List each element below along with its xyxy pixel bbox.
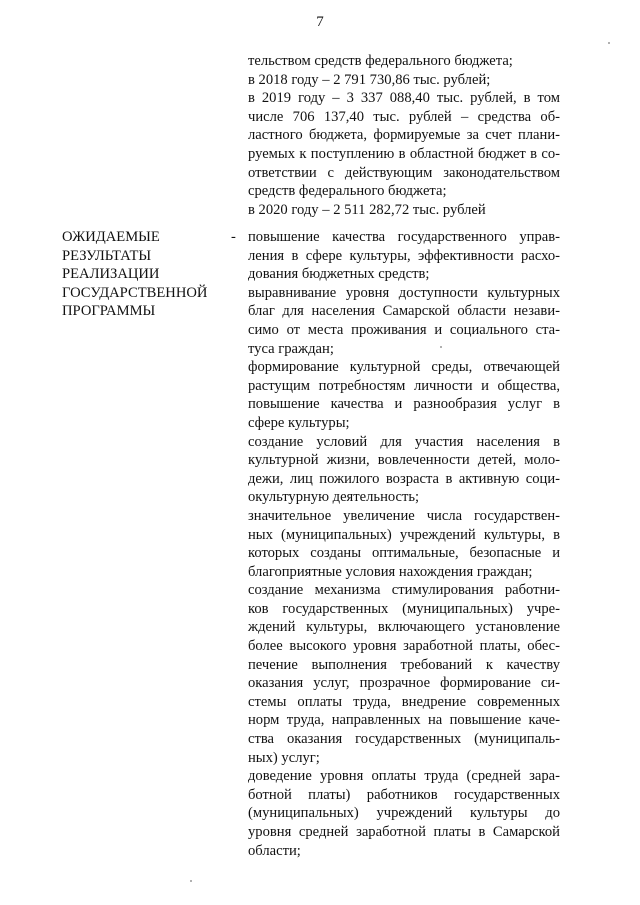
result-line: сфере культуры;	[248, 414, 350, 431]
result-line: ждений культуры, включающего установление	[248, 619, 560, 636]
result-line: ления в сфере культуры, эффективности расхо-	[248, 247, 560, 264]
result-line: дования бюджетных средств;	[248, 266, 430, 283]
result-line: ства оказания государственных (муниципаль-	[248, 731, 560, 748]
result-line: повышение качества государственного управ-	[248, 229, 560, 245]
result-line: туса граждан;	[248, 340, 334, 357]
section-dash: -	[231, 229, 236, 245]
funding-line: в 2019 году – 3 337 088,40 тыс. рублей, в том	[248, 90, 560, 107]
result-line: симо от места проживания и социального ста-	[248, 321, 560, 338]
result-line: стемы оплаты труда, внедрение современных	[248, 693, 560, 710]
result-line: ботной платы) работников государственных	[248, 786, 560, 803]
page-number: 7	[316, 14, 324, 30]
funding-line: средств федерального бюджета;	[248, 183, 447, 200]
result-line: ных (муниципальных) учреждений культуры, в	[248, 526, 560, 543]
result-line: окультурную деятельность;	[248, 489, 420, 506]
result-line: более высокого уровня заработной платы, обес-	[248, 638, 560, 655]
result-line: которых созданы оптимальные, безопасные и	[248, 545, 560, 562]
result-line: оказания услуг, прозрачное формирование си-	[248, 675, 560, 692]
section-label-line: ПРОГРАММЫ	[62, 303, 156, 320]
section-label-line: РЕАЛИЗАЦИИ	[62, 266, 160, 283]
result-line: повышение качества и разнообразия услуг в	[248, 396, 560, 413]
result-line: ков государственных (муниципальных) учре-	[248, 600, 560, 617]
section-label-line: РЕЗУЛЬТАТЫ	[62, 247, 152, 264]
result-line: значительное увеличение числа государствен-	[248, 507, 560, 524]
scan-speck	[608, 42, 610, 44]
funding-line: в 2018 году – 2 791 730,86 тыс. рублей;	[248, 71, 491, 88]
section-label-expected-results	[62, 228, 232, 321]
result-line: уровня средней заработной платы в Самарской	[248, 824, 560, 840]
result-line: выравнивание уровня доступности культурных	[248, 284, 560, 301]
result-line: норм труда, направленных на повышение каче-	[248, 712, 560, 729]
funding-line: ластного бюджета, формируемые за счет плани-	[248, 127, 560, 144]
result-line: (муниципальных) учреждений культуры до	[248, 805, 560, 822]
result-line: создание механизма стимулирования работни-	[248, 582, 560, 599]
result-line: благоприятные условия нахождения граждан;	[248, 563, 533, 580]
expected-results-text	[248, 228, 560, 860]
result-line: благ для населения Самарской области незави-	[248, 303, 560, 320]
result-line: создание условий для участия населения в	[248, 433, 560, 450]
result-line: формирование культурной среды, отвечающей	[248, 359, 560, 376]
result-line: дежи, лиц пожилого возраста в активную соци-	[248, 470, 560, 487]
funding-line: числе 706 137,40 тыс. рублей – средства об-	[248, 108, 560, 125]
funding-line: ответствии с действующим законодательством	[248, 164, 560, 181]
scan-speck	[190, 880, 192, 882]
result-line: доведение уровня оплаты труда (средней зара-	[248, 768, 560, 785]
funding-line: тельством средств федерального бюджета;	[248, 53, 513, 69]
section-label-line: ОЖИДАЕМЫЕ	[62, 229, 160, 245]
funding-line: руемых к поступлению в областной бюджет в со-	[248, 145, 560, 162]
result-line: области;	[248, 842, 301, 859]
section-label-line: ГОСУДАРСТВЕННОЙ	[62, 284, 208, 301]
scan-speck	[440, 346, 442, 348]
result-line: ных) услуг;	[248, 749, 320, 766]
result-line: печение выполнения требований к качеству	[248, 656, 560, 673]
funding-line: в 2020 году – 2 511 282,72 тыс. рублей	[248, 201, 486, 218]
result-line: растущим потребностям личности и общества,	[248, 377, 560, 394]
result-line: культурной жизни, вовлеченности детей, моло-	[248, 452, 560, 469]
funding-continuation	[248, 52, 560, 219]
